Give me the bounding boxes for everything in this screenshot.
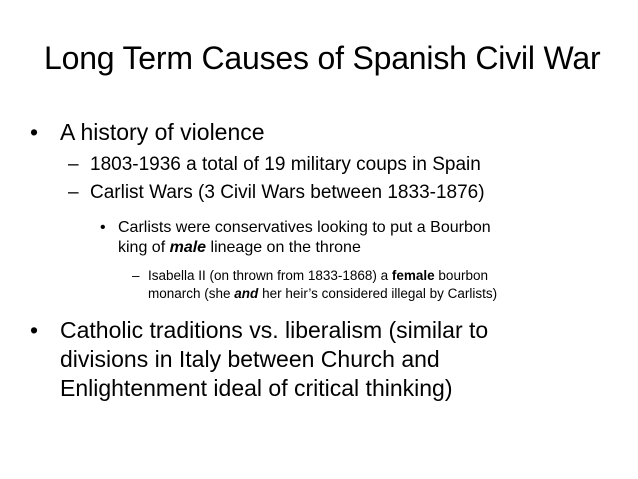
bullet-marker: •: [30, 317, 39, 343]
slide-title: Long Term Causes of Spanish Civil War: [44, 40, 601, 76]
sub-bullet-text: Carlist Wars (3 Civil Wars between 1833-1876): [90, 182, 485, 203]
carlists-line-1: Carlists were conservatives looking to put a Bourbon: [118, 219, 491, 236]
bullet-marker: •: [30, 119, 39, 145]
bullet-marker: •: [100, 219, 106, 236]
dash-marker: –: [132, 268, 140, 283]
bullet-text: A history of violence: [60, 119, 265, 145]
sub-bullet-text: 1803-1936 a total of 19 military coups in Spain: [90, 154, 481, 175]
isabella-line-1-pre: Isabella II (on thrown from 1833-1868) a: [148, 268, 392, 283]
dash-marker: –: [68, 154, 79, 175]
catholic-line-3: Enlightenment ideal of critical thinking): [60, 375, 453, 401]
isabella-line-2-pre: monarch (she: [148, 286, 235, 301]
carlists-line-2-pre: king of: [118, 239, 170, 256]
isabella-line-1-post: bourbon: [434, 268, 488, 283]
isabella-line-2: [148, 285, 497, 302]
carlists-line-2-post: lineage on the throne: [206, 239, 361, 256]
carlists-emphasis-male: male: [169, 239, 207, 256]
catholic-line-2: divisions in Italy between Church and: [60, 346, 440, 372]
isabella-line-1: [148, 267, 488, 284]
carlists-line-2: [118, 238, 361, 258]
dash-marker: –: [68, 182, 79, 203]
isabella-emphasis-female: female: [391, 268, 435, 283]
catholic-line-1: Catholic traditions vs. liberalism (similar to: [60, 317, 489, 343]
isabella-line-2-post: her heir’s considered illegal by Carlists): [258, 286, 498, 301]
isabella-emphasis-and: and: [234, 286, 259, 301]
